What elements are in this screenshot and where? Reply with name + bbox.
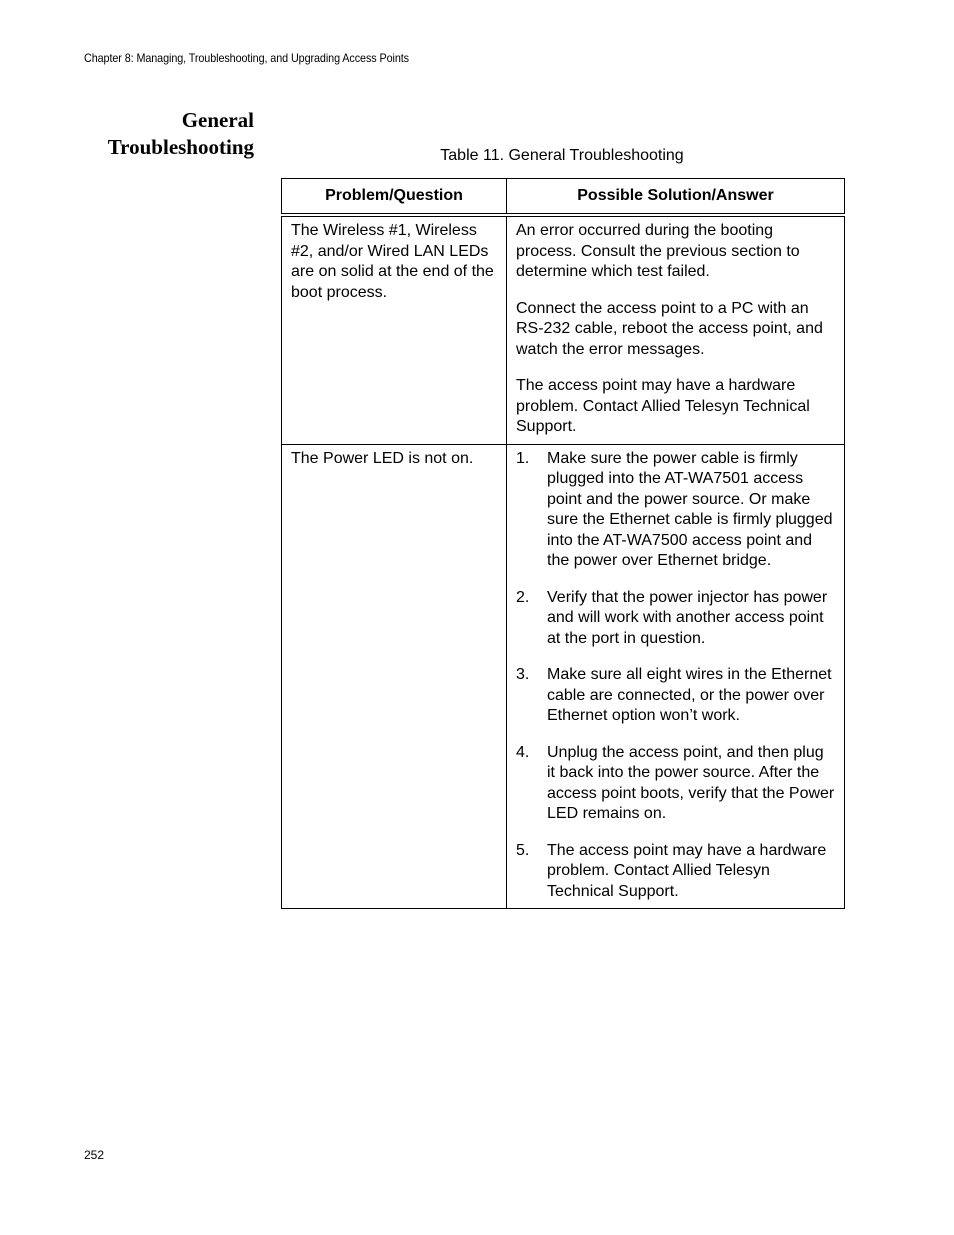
section-title	[108, 107, 254, 161]
table-header-row	[282, 179, 845, 216]
problem-cell: The Wireless #1, Wireless #2, and/or Wired LAN LEDs are on solid at the end of the boot process.	[282, 215, 507, 444]
step-number: 5.	[516, 841, 530, 859]
column-header-problem: Problem/Question	[282, 179, 507, 216]
solution-cell	[507, 215, 845, 444]
problem-cell: The Power LED is not on.	[282, 444, 507, 909]
list-item	[516, 743, 835, 825]
page-number: 252	[84, 1148, 105, 1162]
solution-paragraph: Connect the access point to a PC with an RS-232 cable, reboot the access point, and watch the error messages.	[516, 299, 823, 358]
solution-cell	[507, 444, 845, 909]
step-text: Make sure all eight wires in the Ethernet cable are connected, or the power over Ethernet option won’t work.	[547, 666, 832, 724]
troubleshooting-table	[281, 178, 845, 909]
step-text: Verify that the power injector has power and will work with another access point at the port in question.	[547, 588, 828, 647]
step-text: Unplug the access point, and then plug it back into the power source. After the access point boots, verify that the Power LED remains on.	[547, 743, 835, 822]
solution-paragraph: The access point may have a hardware problem. Contact Allied Telesyn Technical Support.	[516, 377, 810, 435]
step-number: 4.	[516, 743, 530, 761]
solution-steps-list	[516, 449, 835, 903]
running-header: Chapter 8: Managing, Troubleshooting, and Upgrading Access Points	[84, 51, 409, 65]
list-item	[516, 665, 835, 727]
list-item	[516, 449, 835, 572]
solution-paragraph: An error occurred during the booting process. Consult the previous section to determine which test failed.	[516, 222, 800, 280]
step-number: 1.	[516, 449, 530, 467]
table-row	[282, 444, 845, 909]
step-number: 3.	[516, 666, 530, 683]
table-row	[282, 215, 845, 444]
table-caption: Table 11. General Troubleshooting	[440, 147, 684, 164]
list-item	[516, 841, 835, 903]
section-title-line-1: General	[181, 108, 254, 132]
section-title-line-2: Troubleshooting	[107, 135, 254, 159]
step-text: The access point may have a hardware problem. Contact Allied Telesyn Technical Support.	[547, 841, 827, 900]
column-header-solution: Possible Solution/Answer	[507, 179, 845, 216]
list-item	[516, 588, 835, 650]
step-text: Make sure the power cable is firmly plugged into the AT-WA7501 access point and the power source. Or make sure the Ethernet cable is firmly plugged into the AT-WA7500 access point and the power over Ethernet bridge.	[547, 449, 833, 569]
step-number: 2.	[516, 588, 530, 606]
